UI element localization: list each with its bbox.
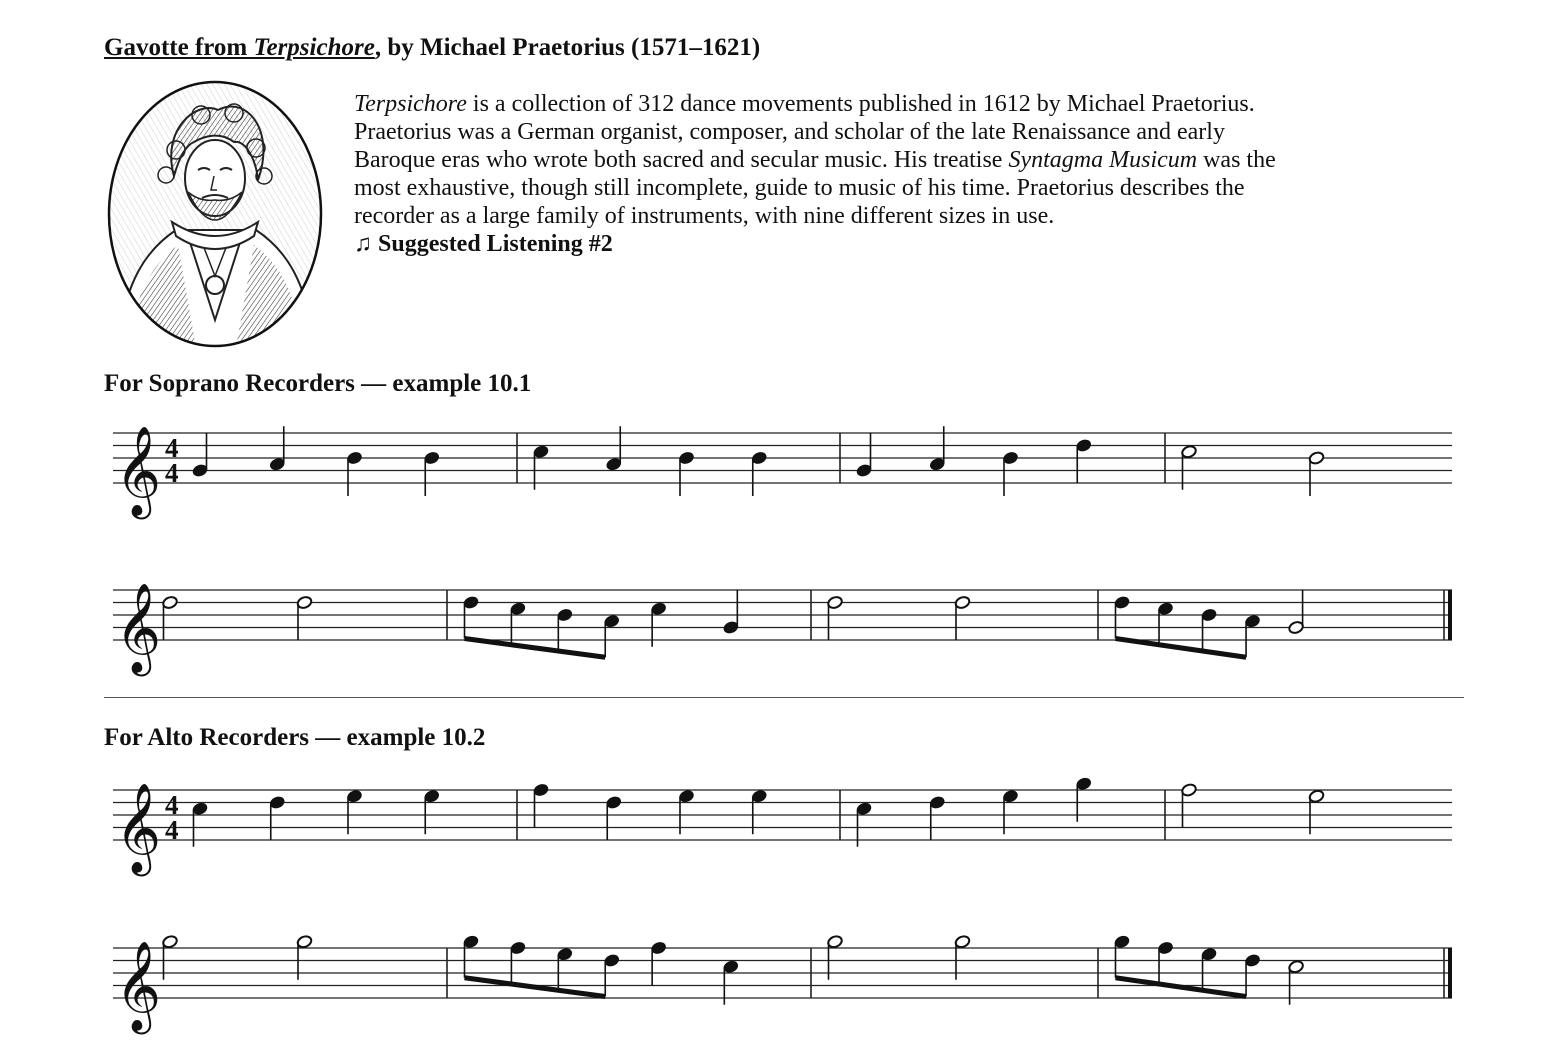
intro-work-title: Terpsichore [354,91,467,117]
treble-clef-icon: 𝄞 [115,783,162,873]
eighth-note-beam [465,639,606,658]
treatise-title: Syntagma Musicum [1008,147,1198,173]
treble-clef-icon: 𝄞 [115,941,162,1031]
time-signature-top: 4 [165,790,179,820]
intro-line-1: Terpsichore is a collection of 312 dance movements published in 1612 by Michael Praetorius. [354,91,1255,117]
title-composer: , by Michael Praetorius (1571–1621) [374,34,761,61]
treble-clef-icon: 𝄞 [115,583,162,673]
time-signature-top: 4 [165,433,179,463]
title-work: Terpsichore [253,34,375,61]
time-signature-bottom: 4 [165,458,179,488]
intro-line-3: Baroque eras who wrote both sacred and secular music. His treatise Syntagma Musicum was the [354,147,1276,173]
beamed-notes-icon: ♫ [354,231,372,257]
intro-line-2: Praetorius was a German organist, composer, and scholar of the late Renaissance and early [354,119,1225,145]
intro-line-5: recorder as a large family of instruments, with nine different sizes in use. [354,203,1055,229]
soprano-section-heading: For Soprano Recorders — example 10.1 [104,370,532,397]
title-prefix: Gavotte from [104,34,254,61]
time-signature-bottom: 4 [165,815,179,845]
eighth-note-beam [1116,639,1247,658]
eighth-note-beam [1116,978,1247,997]
suggested-listening-label: Suggested Listening #2 [378,231,613,257]
treble-clef-icon: 𝄞 [115,426,162,516]
eighth-note-beam [465,978,606,997]
intro-line-4: most exhaustive, though still incomplete, guide to music of his time. Praetorius describes the [354,175,1245,201]
alto-section-heading: For Alto Recorders — example 10.2 [104,724,486,751]
